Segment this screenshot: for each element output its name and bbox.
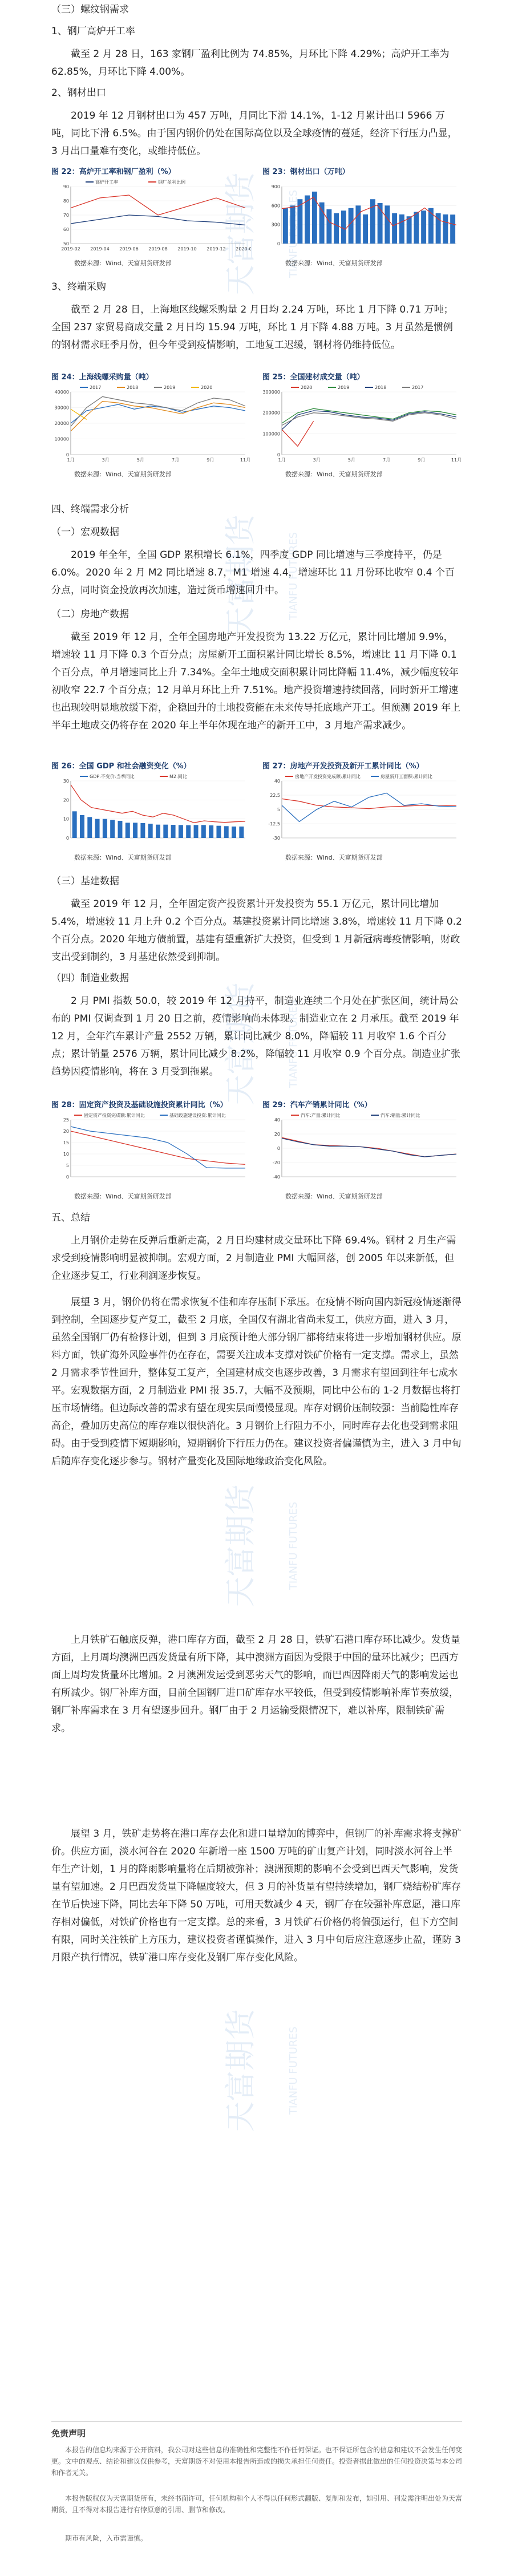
x-tick-label: 7月 bbox=[383, 457, 391, 463]
y-tick-label: 50 bbox=[63, 241, 69, 246]
y-tick-label: 0 bbox=[66, 836, 69, 841]
disclaimer-title: 免责声明 bbox=[51, 2428, 86, 2439]
x-tick-label: 2019-02 bbox=[61, 246, 80, 252]
legend-label: 2017 bbox=[412, 385, 424, 390]
figure-source: 数据来源：Wind、天富期货研发部 bbox=[74, 260, 172, 267]
chart-25 bbox=[262, 382, 462, 467]
bar bbox=[232, 827, 236, 838]
figure-source: 数据来源：Wind、天富期货研发部 bbox=[74, 471, 172, 478]
section-heading: 五、总结 bbox=[51, 1212, 90, 1224]
y-tick-label: -12.5 bbox=[268, 821, 280, 827]
section-heading: （二）房地产数据 bbox=[51, 609, 129, 620]
figure-title: 图 23：钢材出口（万吨） bbox=[262, 168, 350, 176]
bar bbox=[163, 825, 168, 838]
figure-title: 图 27：房地产开发投资及新开工累计同比（%） bbox=[262, 762, 424, 771]
legend-label: 2019 bbox=[164, 385, 176, 390]
watermark-logo bbox=[188, 1985, 314, 2156]
y-tick-label: 300000 bbox=[262, 390, 280, 395]
figure-source: 数据来源：Wind、天富期货研发部 bbox=[74, 854, 172, 861]
watermark-text: 天富期货 bbox=[222, 515, 258, 638]
series-line bbox=[282, 1137, 456, 1157]
figure-title: 图 29：汽车产销累计同比（%） bbox=[262, 1101, 372, 1109]
bar bbox=[209, 825, 213, 838]
paragraph: 展望 3 月，钢价仍将在需求恢复不佳和库存压制下承压。在疫情不断向国内新冠疫情逐渐得到控制，全国逐步复产复工，截至 2 月底，全国仅有湖北省尚未复工，供应方面，进入 3 月，虽然全国钢厂仍有检修计划，但到 3 月底预计绝大部分钢厂都将结束将进一步增加钢材供应。原料方面，铁矿海外风险事件仍在存在，需要关注成本支撑对铁矿价格有一定支撑。需求上，虽然 2 月需求季节性回升，整体复工复产，全国建材成交也逐步改善，3 月需求有望回到往年七成水平。宏观数据方面，2 月制造业 PMI 报 35.7，大幅不及预期，同比中公布的 1-2 月数据也将打压市场情绪。但边际改善的需求有望在现实层面慢慢显现。库存对钢价压制较强：当前隐性库存高企，叠加历史高位的库存难以很快消化。3 月钢价上行阻力不小，同时库存去化也受到需求阻碍。由于受到疫情下短期影响，短期钢价下行压力仍在。建议投资者偏谨慎为主，进入 3 月中旬后随库存变化逐步参与。钢材产量变化及国际地缘政治变化风险。 bbox=[51, 1297, 462, 1467]
series-line bbox=[282, 793, 456, 821]
figure-23 bbox=[262, 165, 462, 268]
bar bbox=[179, 825, 183, 838]
figure-27 bbox=[262, 760, 462, 862]
section-heading: （三）基建数据 bbox=[51, 876, 119, 887]
x-tick-label: 2019-12 bbox=[207, 246, 226, 252]
watermark-subtext: TIANFU FUTURES bbox=[288, 1501, 300, 1590]
bar bbox=[87, 817, 92, 838]
chart-23 bbox=[262, 176, 462, 256]
disclaimer-line: 本报告版权仅为天富期货所有，未经书面许可，任何机构和个人不得以任何形式翻版、复制和发布，如引用、刊发需注明出处为天富期货，且不得对本报告进行有悖原意的引用、删节和修改。 bbox=[51, 2494, 463, 2514]
watermark-subtext: TIANFU FUTURES bbox=[288, 999, 300, 1088]
y-tick-label: 10 bbox=[63, 1152, 69, 1157]
bar bbox=[392, 213, 397, 244]
bar bbox=[319, 202, 325, 244]
bar bbox=[224, 826, 229, 838]
y-tick-label: 20 bbox=[63, 1129, 69, 1134]
x-tick-label: 2019-10 bbox=[177, 246, 197, 252]
y-tick-label: 22.5 bbox=[270, 793, 280, 798]
series-line bbox=[282, 1139, 456, 1157]
figure-source: 数据来源：Wind、天富期货研发部 bbox=[285, 260, 383, 267]
paragraph: 展望 3 月，铁矿走势将在港口库存去化和进口量增加的博弈中，但钢厂的补库需求将支撑矿价。供应方面，淡水河谷在 2020 年新增一座 1500 万吨的矿山复产计划，同时淡水河谷上半年生产计划，1 月的降雨影响量将在后期被弥补；澳洲预期的影响不会受到巴西天气影响，发货量有望加速。2 月巴西发货量下降幅度较大，但 3 月的补货量有望持续增加，钢厂烧结粉矿库存在节后快速下降，同比去年下降 50 万吨，可用天数减少 4 天，钢厂存在较强补库意愿，港口库存相对偏低，对铁矿价格也有一定支撑。总的来看，3 月铁矿石价格仍将偏强运行，但下方空间有限，同时关注铁矿上方压力，建议投资者谨慎操作，进入 3 月中旬后应注意逐步止盈，谨防 3 月限产执行情况，铁矿港口库存变化及钢厂库存变化风险。 bbox=[51, 1828, 462, 1963]
figure-26 bbox=[51, 760, 251, 862]
bar bbox=[450, 214, 455, 244]
y-tick-label: 40 bbox=[274, 1117, 280, 1123]
legend-label: 房屋新开工面积:累计同比 bbox=[381, 774, 432, 779]
watermark-subtext: TIANFU bbox=[288, 240, 300, 278]
y-tick-label: 0 bbox=[66, 1174, 69, 1180]
bar bbox=[110, 820, 115, 838]
chart-28 bbox=[51, 1109, 251, 1189]
y-tick-label: -20 bbox=[272, 1160, 280, 1165]
legend-label: 2020 bbox=[201, 385, 213, 390]
series-line bbox=[71, 1131, 245, 1164]
bar bbox=[80, 815, 84, 838]
figure-24 bbox=[51, 371, 251, 479]
y-tick-label: 0 bbox=[66, 452, 69, 457]
divider bbox=[51, 2421, 462, 2422]
disclaimer-line: 本报告的信息均来源于公开资料，我公司对这些信息的准确性和完整性不作任何保证。也不保证所包含的信息和建议不会发生任何变更。文中的观点、结论和建议仅供参考，天富期货不对使用本报告所造成的损失承担任何责任。投资者据此做出的任何投资决策与本公司和作者无关。 bbox=[51, 2446, 463, 2477]
x-tick-label: 2019-08 bbox=[148, 246, 168, 252]
x-tick-label: 9月 bbox=[207, 457, 214, 463]
y-tick-label: 25 bbox=[63, 1117, 69, 1123]
bar bbox=[355, 205, 361, 244]
y-tick-label: 70 bbox=[63, 213, 69, 218]
section-heading: （三）螺纹钢需求 bbox=[51, 4, 129, 15]
paragraph: 上月铁矿石触底反弹，港口库存方面，截至 2 月 28 日，铁矿石港口库存环比减少。发货量方面，上月周均澳洲巴西发货量有所下降，其中澳洲方面因为受限于中国的量环比减少；巴西方面上周均发货量环比增加。2 月澳洲发运受到恶劣天气的影响，而巴西因降雨天气的影响发运也有所减少。钢厂补库方面，目前全国钢厂进口矿库存水平较低，但受到疫情影响补库节奏放缓，钢厂补库需求在 3 月有望逐步回升。钢厂由于 2 月运输受限情况下，难以补库，限制铁矿需求。 bbox=[51, 1634, 461, 1734]
bar bbox=[421, 210, 426, 244]
legend-label: 2019 bbox=[338, 385, 350, 390]
y-tick-label: 10 bbox=[63, 816, 69, 822]
x-tick-label: 1月 bbox=[67, 457, 75, 463]
y-tick-label: 30 bbox=[63, 779, 69, 784]
x-tick-label: 2020-0 bbox=[236, 246, 251, 252]
bar bbox=[407, 216, 412, 244]
x-tick-label: 7月 bbox=[172, 457, 180, 463]
y-tick-label: 80 bbox=[63, 199, 69, 204]
x-tick-label: 2019-06 bbox=[119, 246, 139, 252]
legend-label: M2:同比 bbox=[169, 774, 187, 779]
x-tick-label: 2019-04 bbox=[90, 246, 110, 252]
series-line bbox=[282, 408, 456, 423]
bar bbox=[95, 819, 100, 838]
series-line bbox=[71, 396, 245, 426]
paragraph: 2019 年 12 月钢材出口为 457 万吨，月同比下滑 14.1%，1-12 月累计出口 5966 万吨，同比下滑 6.5%。由于国内钢价仍处在国际高位以及全球疫情的蔓延，经济下行压力凸显，3 月出口量难有变化，或维持低位。 bbox=[51, 110, 458, 157]
series-line bbox=[282, 413, 456, 426]
watermark-text: 天富期货 bbox=[222, 172, 258, 295]
bar bbox=[363, 214, 368, 244]
section-heading: 1、钢厂高炉开工率 bbox=[51, 26, 135, 37]
legend-label: 汽车:产量:累计同比 bbox=[301, 1113, 341, 1118]
series-line bbox=[71, 215, 245, 225]
y-tick-label: -30 bbox=[272, 836, 280, 841]
y-tick-label: 300 bbox=[271, 222, 280, 228]
y-tick-label: 900 bbox=[271, 184, 280, 189]
y-tick-label: 0 bbox=[277, 452, 280, 457]
paragraph: 截至 2 月 28 日，上海地区线螺采购量 2 月日均 2.24 万吨，环比 1 月下降 0.71 万吨；全国 237 家贸易商成交量 2 月日均 15.94 万吨，环比 1 月下降 4.88 万吨。3 月虽然是惯例的钢材需求旺季月份，但今年受到疫情影响，工地复工迟缓，钢材将仍维持低位。 bbox=[51, 304, 454, 351]
paragraph: 截至 2019 年 12 月，全年固定资产投资累计开发投资为 55.1 万亿元，累计同比增加 5.4%，增速较 11 月上升 0.2 个百分点。基建投资累计同比增速 3.8%，增速较 11 月下降 0.2 个百分点。2020 年地方债前置，基建有望重新扩大投资，但受到 1 月新冠病毒疫情影响，财政支出受到制约，3 月基建依然受到抑制。 bbox=[51, 898, 462, 963]
legend-label: 房地产开发投资完成额:累计同比 bbox=[295, 774, 361, 779]
bar bbox=[201, 825, 206, 838]
bar bbox=[334, 213, 339, 244]
chart-22 bbox=[51, 176, 251, 256]
bar bbox=[399, 214, 404, 244]
bar bbox=[305, 196, 310, 244]
x-tick-label: 3月 bbox=[102, 457, 110, 463]
section-heading: （四）制造业数据 bbox=[51, 973, 129, 984]
legend-label: 基础设施建设投资:累计同比 bbox=[169, 1113, 226, 1118]
y-tick-label: 40 bbox=[274, 779, 280, 784]
paragraph: 2 月 PMI 指数 50.0，较 2019 年 12 月持平，制造业连续二个月处在扩张区间，统计局公布的 PMI 仅调查到 1 月 20 日之前，疫情影响尚未体现。制造业立在 2 月承压。截至 2019 年 12 月，全年汽车累计产量 2552 万辆，累计同比减少 8.0%，降幅较 11 月收窄 1.6 个百分点；累计销量 2576 万辆，累计同比减少 8.2%，降幅较 11 月收窄 0.9 个百分点。制造业扩张趋势因疫情影响，将在 3 月受到拖累。 bbox=[51, 995, 460, 1078]
figure-source: 数据来源：Wind、天富期货研发部 bbox=[285, 854, 383, 861]
series-line bbox=[71, 785, 245, 823]
y-tick-label: 100000 bbox=[262, 431, 280, 437]
watermark-text: 天富期货 bbox=[222, 982, 258, 1105]
bar bbox=[216, 826, 221, 838]
x-tick-label: 5月 bbox=[347, 457, 355, 463]
figure-title: 图 25：全国建材成交量（吨） bbox=[262, 373, 365, 382]
series-line bbox=[71, 195, 245, 215]
y-tick-label: 40000 bbox=[54, 390, 69, 395]
chart-26 bbox=[51, 771, 251, 850]
y-tick-label: 60 bbox=[63, 227, 69, 232]
section-heading: 四、终端需求分析 bbox=[51, 504, 129, 515]
figure-title: 图 24：上海线螺采购量（吨） bbox=[51, 373, 153, 382]
figure-25 bbox=[262, 371, 462, 479]
bar bbox=[239, 827, 244, 838]
bar bbox=[414, 212, 419, 244]
section-heading: 2、钢材出口 bbox=[51, 87, 106, 99]
figure-28 bbox=[51, 1099, 251, 1201]
bar bbox=[186, 825, 191, 838]
figure-title: 图 22：高炉开工率和钢厂盈利（%） bbox=[51, 168, 176, 176]
legend-label: GDP:不变价:当季同比 bbox=[90, 774, 135, 779]
series-line bbox=[71, 404, 245, 423]
y-tick-label: 90 bbox=[63, 184, 69, 189]
legend-label: 2020 bbox=[301, 385, 313, 390]
x-tick-label: 5月 bbox=[136, 457, 144, 463]
y-tick-label: 0 bbox=[277, 241, 280, 246]
bar bbox=[118, 821, 122, 838]
chart-27 bbox=[262, 771, 462, 850]
bar bbox=[126, 823, 130, 838]
bar bbox=[283, 208, 288, 244]
figure-source: 数据来源：Wind、天富期货研发部 bbox=[285, 471, 383, 478]
watermark-logo bbox=[188, 1460, 314, 1631]
figure-22 bbox=[51, 165, 251, 268]
series-line bbox=[71, 1127, 245, 1168]
watermark-text: 天富期货 bbox=[222, 1484, 258, 1607]
bar bbox=[140, 823, 145, 838]
y-tick-label: 30000 bbox=[54, 405, 69, 411]
paragraph: 上月钢价走势在反弹后重新走高，2 月日均建材成交量环比下降 69.4%。钢材 2 月生产需求受到疫情影响明显被抑制。宏观方面，2 月制造业 PMI 大幅回落，创 2005 年以来新低，但企业逐步复工，行业利润逐步恢复。 bbox=[51, 1235, 456, 1282]
bar bbox=[156, 825, 160, 838]
bar bbox=[385, 205, 390, 244]
watermark-subtext: TIANFU FUTURES bbox=[288, 532, 300, 621]
x-tick-label: 1月 bbox=[278, 457, 286, 463]
y-tick-label: -40 bbox=[272, 1174, 280, 1180]
figure-source: 数据来源：Wind、天富期货研发部 bbox=[74, 1193, 172, 1200]
bar bbox=[290, 205, 296, 244]
bar bbox=[341, 210, 346, 244]
figure-title: 图 26：全国 GDP 和社会融资变化（%） bbox=[51, 762, 191, 771]
section-heading: 3、终端采购 bbox=[51, 281, 106, 293]
figure-source: 数据来源：Wind、天富期货研发部 bbox=[285, 1193, 383, 1200]
legend-label: 高炉开工率 bbox=[95, 180, 118, 185]
paragraph: 截至 2 月 28 日，163 家钢厂盈利比例为 74.85%，月环比下降 4.29%；高炉开工率为 62.85%，月环比下降 4.00%。 bbox=[51, 48, 450, 78]
bar bbox=[103, 819, 107, 838]
y-tick-label: 20 bbox=[274, 1132, 280, 1137]
figure-29 bbox=[262, 1099, 462, 1201]
legend-label: 2018 bbox=[375, 385, 387, 390]
x-tick-label: 11月 bbox=[451, 457, 462, 463]
y-tick-label: 5 bbox=[66, 1163, 69, 1168]
paragraph: 截至 2019 年 12 月，全年全国房地产开发投资为 13.22 万亿元，累计同比增加 9.9%，增速较 11 月下降 0.3 个百分点；房屋新开工面积累计同比增长 8.5%，增速比 11 月下降 0.1 个百分点，单月增速同比上升 7.34%。全年土地成交面积累计同比降幅 11.4%，减少幅度较年初收窄 22.7 个百分点；12 月单月环比上升 7.51%。地产投资增速持续回落，同时新开工增速也出现较明显地放缓下滑，企稳回升的土地投资能在未来传导托底地产开工。但预测 2019 年上半年土地成交仍将存在 2020 年上半年体现在地产的新开工中，3 月地产需求减少。 bbox=[51, 631, 461, 731]
bar bbox=[326, 209, 331, 244]
legend-label: 2017 bbox=[90, 385, 102, 390]
y-tick-label: 15 bbox=[63, 1140, 69, 1145]
chart-29 bbox=[262, 1109, 462, 1189]
bar bbox=[194, 825, 199, 838]
y-tick-label: 5 bbox=[277, 807, 280, 812]
legend-label: 钢厂盈利比例 bbox=[158, 180, 185, 185]
chart-24 bbox=[51, 382, 251, 467]
y-tick-label: 600 bbox=[271, 203, 280, 209]
x-tick-label: 9月 bbox=[418, 457, 426, 463]
legend-label: 固定资产投资完成额:累计同比 bbox=[84, 1113, 145, 1118]
y-tick-label: 0 bbox=[277, 1146, 280, 1151]
paragraph: 2019 年全年，全国 GDP 累积增长 6.1%，四季度 GDP 同比增速与三季度持平，仍是 6.0%。2020 年 2 月 M2 同比增速 8.7，M1 增速 4.4，增速环比 11 月份环比收窄 0.4 个百分点，同时资金投放再次加速，造过货币增速回升中。 bbox=[51, 549, 455, 596]
x-tick-label: 3月 bbox=[313, 457, 321, 463]
bar bbox=[148, 824, 153, 838]
legend-label: 汽车:销量:累计同比 bbox=[381, 1113, 420, 1118]
y-tick-label: 200000 bbox=[262, 410, 280, 416]
x-tick-label: 11月 bbox=[240, 457, 251, 463]
watermark-subtext: TIANFU FUTURES bbox=[288, 2026, 300, 2115]
y-tick-label: 20 bbox=[63, 797, 69, 803]
series-line bbox=[282, 799, 456, 808]
watermark-text: 天富期货 bbox=[222, 2009, 258, 2132]
disclaimer-line: 期市有风险，入市需谨慎。 bbox=[65, 2534, 148, 2542]
section-heading: （一）宏观数据 bbox=[51, 526, 119, 538]
bar bbox=[133, 823, 137, 838]
legend-label: 2018 bbox=[127, 385, 139, 390]
bar bbox=[349, 208, 354, 244]
bar bbox=[72, 811, 77, 838]
y-tick-label: 20000 bbox=[54, 421, 69, 426]
figure-title: 图 28：固定资产投资及基础设施投资累计同比（%） bbox=[51, 1101, 228, 1109]
bar bbox=[443, 214, 448, 244]
bar bbox=[171, 825, 176, 838]
y-tick-label: 10000 bbox=[54, 436, 69, 442]
